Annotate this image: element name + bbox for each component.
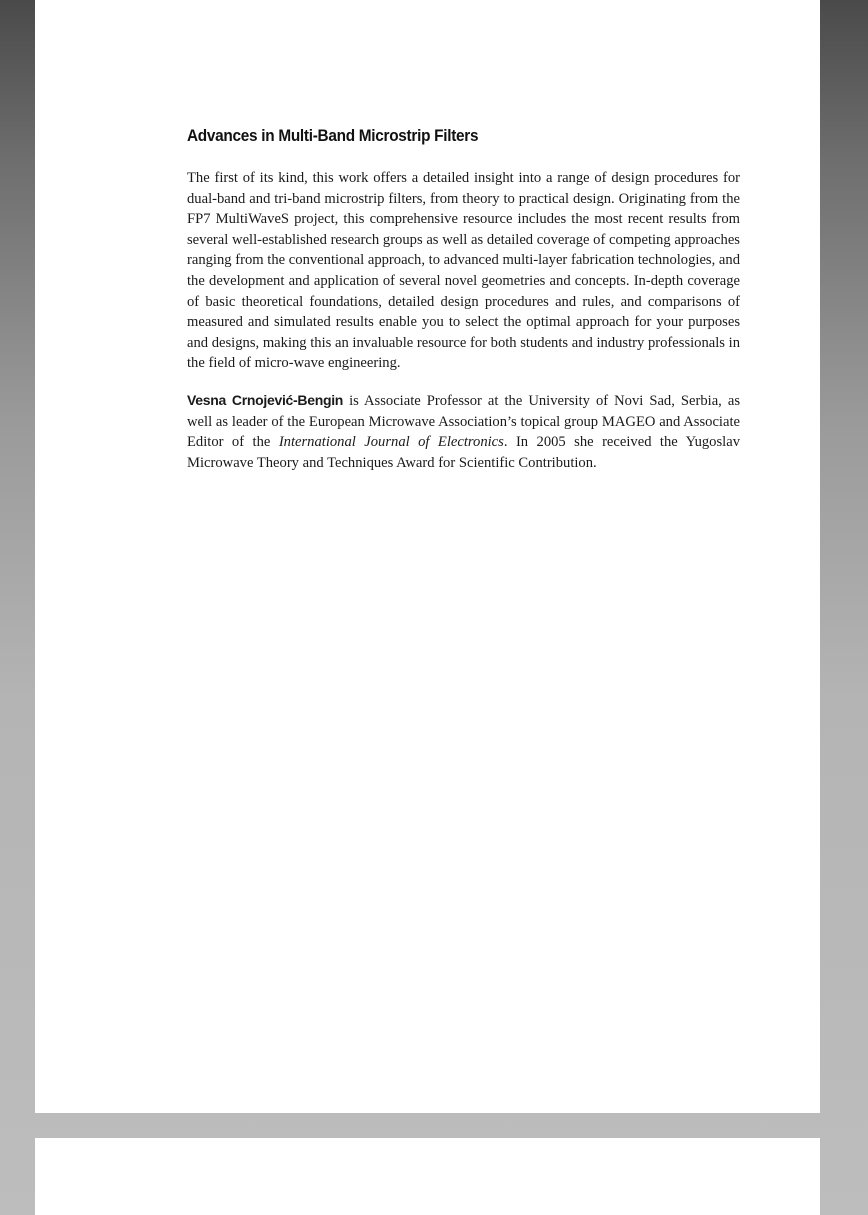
document-page: [35, 0, 820, 1113]
journal-name: International Journal of Electronics: [278, 434, 504, 451]
author-bio-text-end: . In 2005 she received the Yugoslav Microwave Theory and Techniques Award for Scientific Contribution.: [187, 434, 740, 471]
book-description: The first of its kind, this work offers a detailed insight into a range of design procedures for dual-band and tri-band microstrip filters, from theory to practical design. Originating from the FP7 MultiWaveS project, this comprehensive resource includes the most recent results from several well-established research groups as well as detailed coverage of competing approaches ranging from the conventional approach, to advanced multi-layer fabrication technologies, and the development and application of several novel geometries and concepts. In-depth coverage of basic theoretical foundations, detailed design procedures and rules, and comparisons of measured and simulated results enable you to select the optimal approach for your purposes and designs, making this an invaluable resource for both students and industry professionals in the field of micro-wave engineering.: [187, 170, 740, 372]
book-title: Advances in Multi-Band Microstrip Filters: [187, 127, 479, 145]
author-name: Vesna Crnojević-Bengin: [187, 391, 344, 408]
page-content: [187, 127, 740, 473]
next-document-page: [35, 1138, 820, 1215]
author-bio: [187, 390, 740, 473]
author-bio-text: is Associate Professor at the University of Novi Sad, Serbia, as well as leader of the European Microwave Association’s topical group MAGEO and Associate Editor of the: [187, 392, 740, 451]
